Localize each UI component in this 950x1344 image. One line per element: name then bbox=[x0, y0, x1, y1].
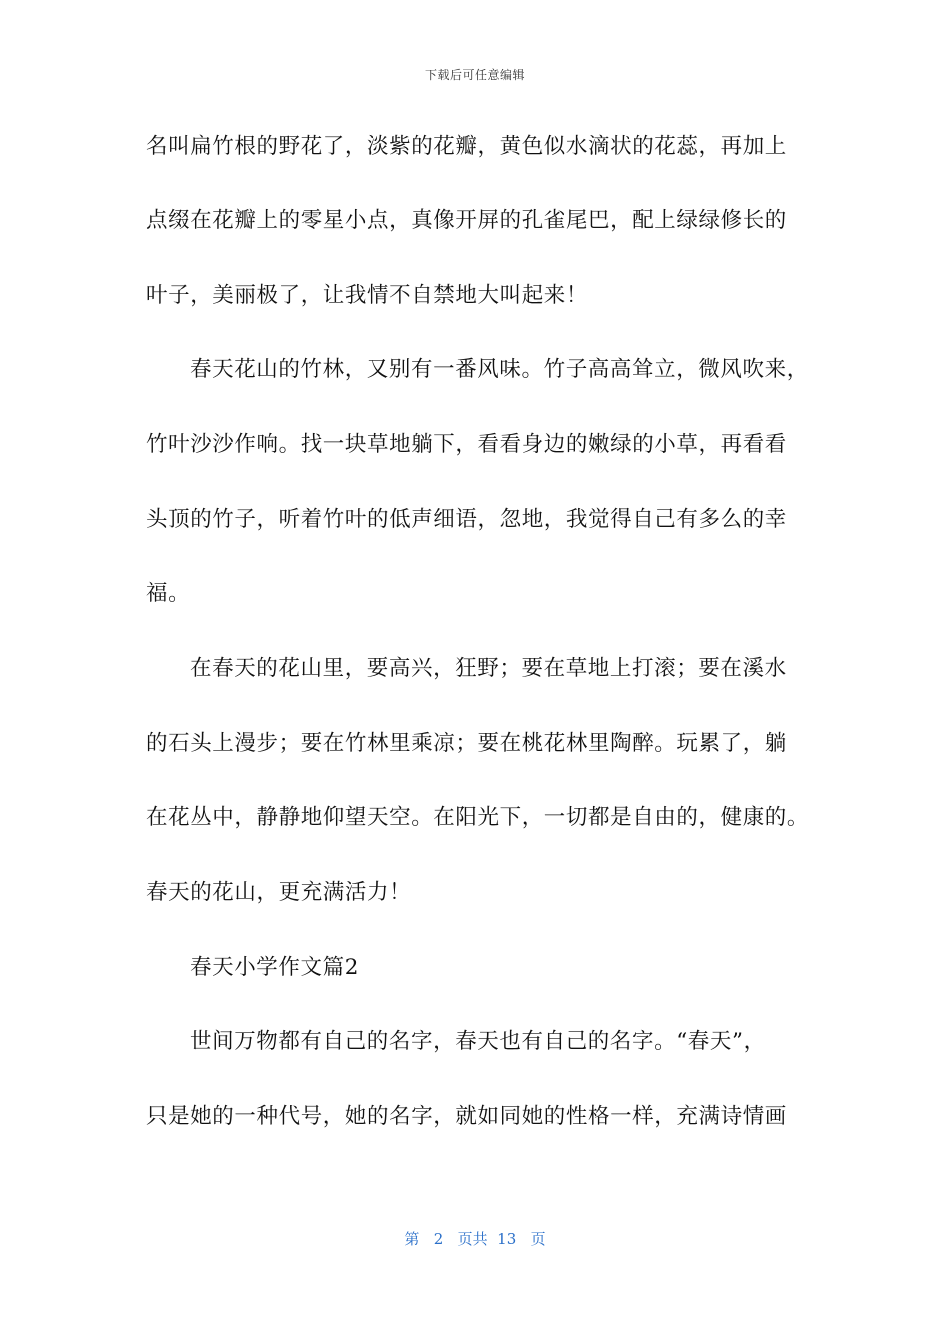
page-footer bbox=[0, 1228, 950, 1249]
text-line: 的石头上漫步；要在竹林里乘凉；要在桃花林里陶醉。玩累了，躺 bbox=[146, 731, 787, 756]
text-line: 福。 bbox=[146, 581, 191, 606]
text-line: 头顶的竹子，听着竹叶的低声细语，忽地，我觉得自己有多么的幸 bbox=[146, 507, 787, 532]
paragraph-start-line: 春天花山的竹林，又别有一番风味。竹子高高耸立，微风吹来， bbox=[190, 357, 809, 382]
section-heading: 春天小学作文篇2 bbox=[190, 955, 359, 980]
text-line: 只是她的一种代号，她的名字，就如同她的性格一样，充满诗情画 bbox=[146, 1104, 787, 1129]
footer-page-number: 2 bbox=[433, 1230, 444, 1248]
footer-prefix: 第 bbox=[404, 1230, 420, 1248]
paragraph-start-line: 在春天的花山里，要高兴，狂野；要在草地上打滚；要在溪水 bbox=[190, 656, 787, 681]
text-line: 名叫扁竹根的野花了，淡紫的花瓣，黄色似水滴状的花蕊，再加上 bbox=[146, 134, 787, 159]
page-header: 下载后可任意编辑 bbox=[424, 68, 525, 82]
paragraph-start-line: 世间万物都有自己的名字，春天也有自己的名字。“春天”， bbox=[190, 1029, 766, 1054]
footer-total-pages: 13 bbox=[497, 1230, 517, 1248]
text-line: 叶子，美丽极了，让我情不自禁地大叫起来！ bbox=[146, 283, 589, 308]
text-line: 竹叶沙沙作响。找一块草地躺下，看看身边的嫩绿的小草，再看看 bbox=[146, 432, 787, 457]
footer-suffix: 页 bbox=[530, 1230, 546, 1248]
text-line: 点缀在花瓣上的零星小点，真像开屏的孔雀尾巴，配上绿绿修长的 bbox=[146, 208, 787, 233]
footer-middle: 页共 bbox=[457, 1230, 488, 1248]
text-line: 在花丛中，静静地仰望天空。在阳光下，一切都是自由的，健康的。 bbox=[146, 805, 810, 830]
text-line: 春天的花山，更充满活力！ bbox=[146, 880, 412, 905]
